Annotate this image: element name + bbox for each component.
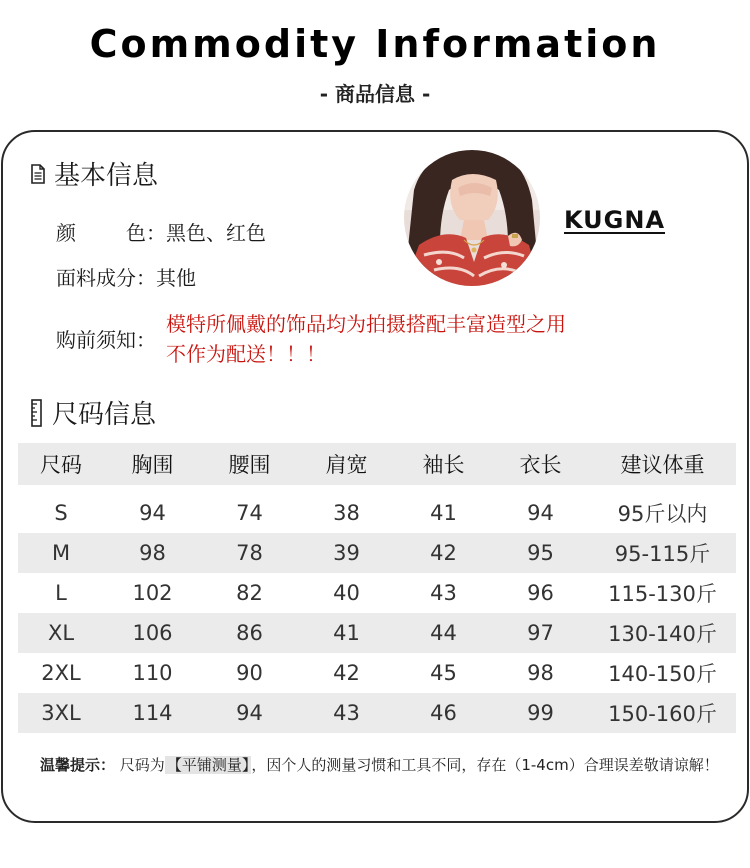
table-cell: L (18, 573, 104, 613)
tip-text-after: ，因个人的测量习惯和工具不同，存在（1-4cm）合理误差敬请谅解！ (251, 756, 719, 774)
color-row (56, 217, 266, 246)
table-cell: 74 (201, 493, 298, 533)
table-cell: 82 (201, 573, 298, 613)
tip-text-before: 尺码为 (119, 756, 165, 774)
tip-note (40, 752, 720, 779)
fabric-row (56, 262, 196, 291)
ruler-icon (30, 399, 44, 427)
table-cell: 94 (201, 693, 298, 733)
table-cell: 98 (492, 653, 589, 693)
table-cell: XL (18, 613, 104, 653)
table-cell: 43 (298, 693, 395, 733)
table-cell: 98 (104, 533, 201, 573)
column-header: 肩宽 (298, 443, 395, 485)
table-cell: 2XL (18, 653, 104, 693)
table-row (18, 493, 736, 533)
column-header: 腰围 (201, 443, 298, 485)
table-cell: 3XL (18, 693, 104, 733)
page-subtitle: - 商品信息 - (319, 82, 431, 106)
table-row (18, 613, 736, 653)
table-cell: 106 (104, 613, 201, 653)
fabric-label: 面料成分： (56, 266, 156, 290)
table-cell: 42 (298, 653, 395, 693)
size-info-heading (30, 394, 156, 431)
notice-text (166, 309, 566, 369)
table-cell: 110 (104, 653, 201, 693)
table-cell: 40 (298, 573, 395, 613)
table-cell: 45 (395, 653, 492, 693)
column-header: 建议体重 (589, 443, 736, 485)
notice-label: 购前须知： (56, 328, 156, 352)
table-cell: 102 (104, 573, 201, 613)
size-table (18, 443, 736, 733)
color-label-a: 颜 (56, 221, 76, 245)
column-header: 尺码 (18, 443, 104, 485)
table-row (18, 653, 736, 693)
table-cell: S (18, 493, 104, 533)
table-cell: 38 (298, 493, 395, 533)
table-cell: 46 (395, 693, 492, 733)
table-cell: 140-150斤 (589, 653, 736, 693)
color-label-b: 色： (126, 221, 166, 245)
basic-info-heading (30, 155, 158, 192)
table-cell: 44 (395, 613, 492, 653)
notice-line-2: 不作为配送！！！ (166, 342, 326, 366)
table-cell: M (18, 533, 104, 573)
table-cell: 95斤以内 (589, 493, 736, 533)
table-row (18, 573, 736, 613)
table-cell: 39 (298, 533, 395, 573)
table-row (18, 693, 736, 733)
table-row (18, 533, 736, 573)
table-cell: 99 (492, 693, 589, 733)
document-icon (30, 164, 46, 184)
table-cell: 97 (492, 613, 589, 653)
table-cell: 94 (492, 493, 589, 533)
table-cell: 41 (395, 493, 492, 533)
table-cell: 43 (395, 573, 492, 613)
table-cell: 114 (104, 693, 201, 733)
table-cell: 78 (201, 533, 298, 573)
table-cell: 90 (201, 653, 298, 693)
column-header: 袖长 (395, 443, 492, 485)
table-cell: 115-130斤 (589, 573, 736, 613)
basic-info-title: 基本信息 (54, 161, 159, 191)
tip-label: 温馨提示： (40, 756, 116, 774)
size-info-title: 尺码信息 (52, 400, 157, 430)
table-cell: 86 (201, 613, 298, 653)
page-title: Commodity Information (89, 22, 661, 66)
column-header: 衣长 (492, 443, 589, 485)
table-cell: 94 (104, 493, 201, 533)
table-cell: 96 (492, 573, 589, 613)
table-cell: 150-160斤 (589, 693, 736, 733)
brand-name: KUGNA (564, 206, 666, 234)
notice-line-1: 模特所佩戴的饰品均为拍摄搭配丰富造型之用 (166, 312, 566, 336)
table-cell: 41 (298, 613, 395, 653)
table-cell: 42 (395, 533, 492, 573)
column-header: 胸围 (104, 443, 201, 485)
model-portrait (404, 150, 540, 286)
color-value: 黑色、红色 (166, 221, 266, 245)
table-cell: 130-140斤 (589, 613, 736, 653)
tip-highlight: 【平铺测量】 (166, 756, 250, 774)
table-cell: 95 (492, 533, 589, 573)
table-cell: 95-115斤 (589, 533, 736, 573)
size-table-header (18, 443, 736, 485)
fabric-value: 其他 (156, 266, 196, 290)
